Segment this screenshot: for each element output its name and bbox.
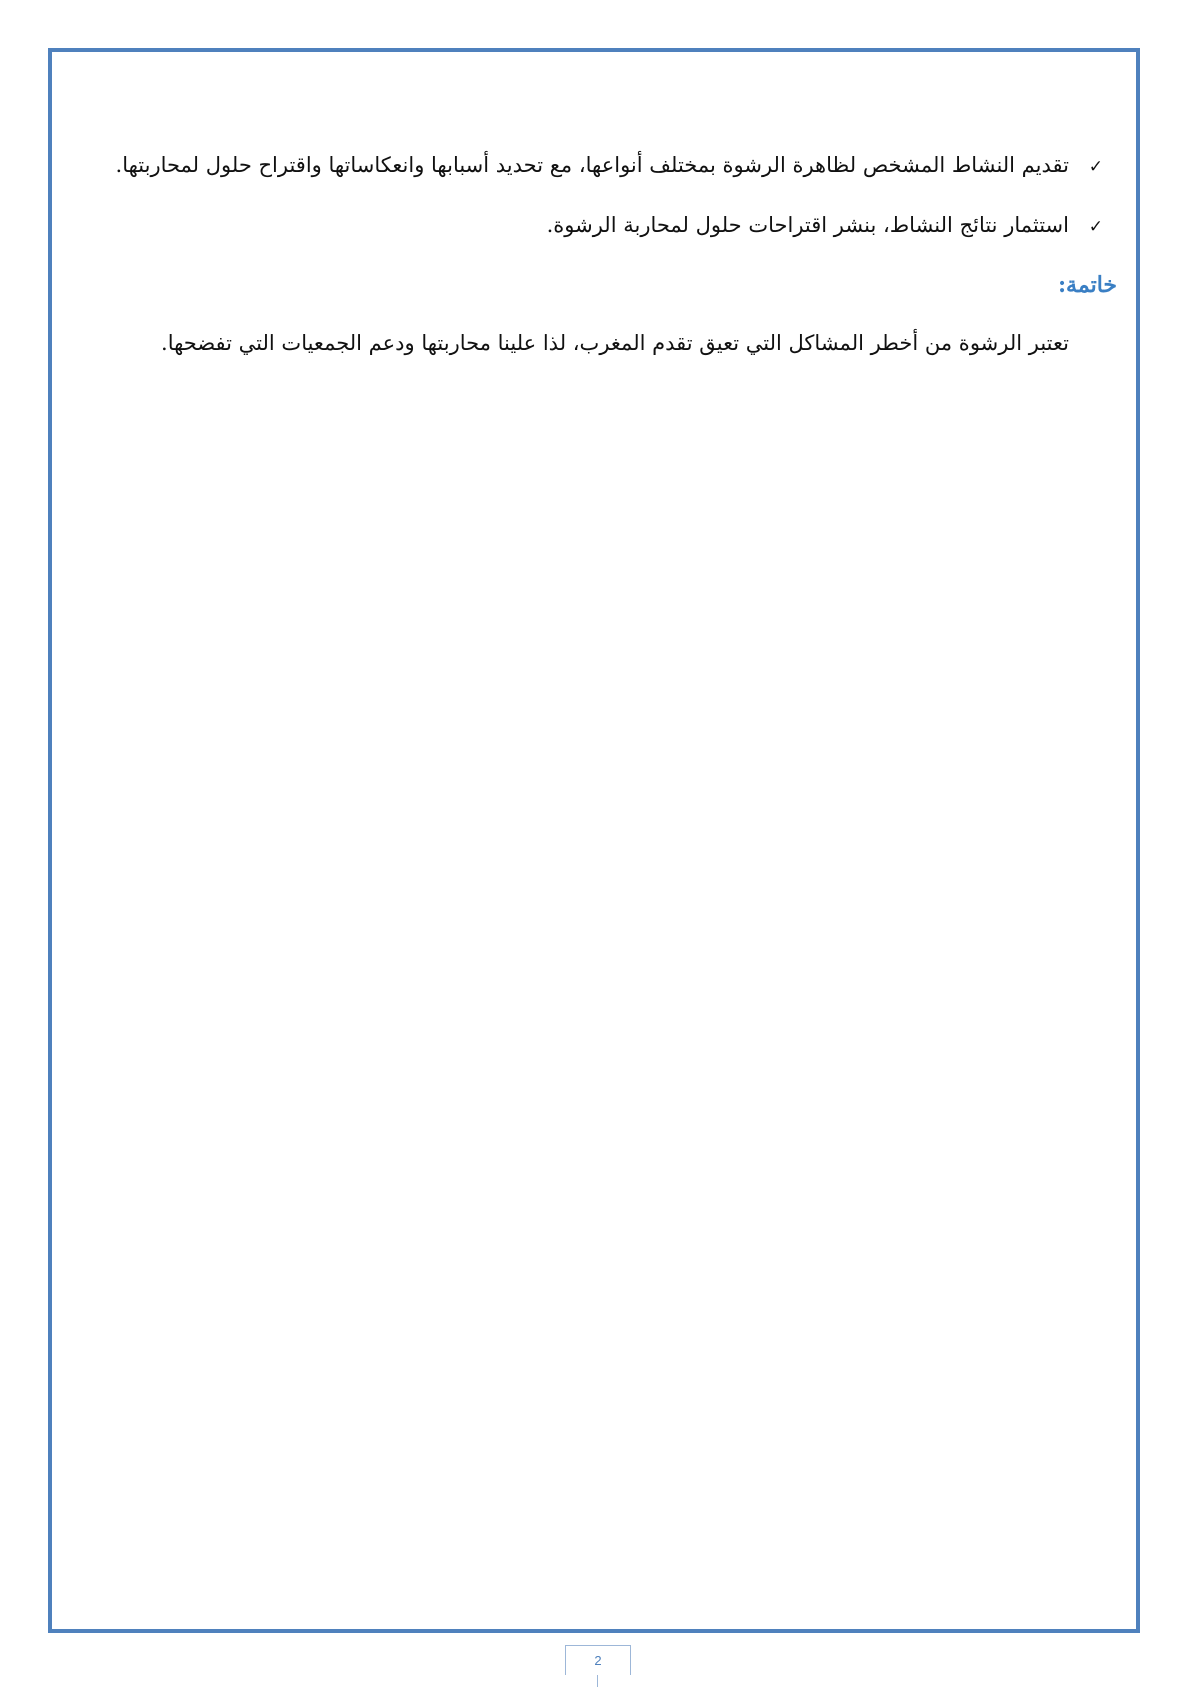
page-number: 2 [565, 1645, 631, 1675]
conclusion-heading: خاتمة: [1057, 272, 1117, 298]
conclusion-paragraph: تعتبر الرشوة من أخطر المشاكل التي تعيق تقدم المغرب، لذا علينا محاربتها ودعم الجمعيات التي تفضحها. [161, 331, 1069, 355]
bullet-text: استثمار نتائج النشاط، بنشر اقتراحات حلول لمحاربة الرشوة. [546, 213, 1069, 237]
check-icon: ✓ [1088, 217, 1103, 237]
page-number-divider [597, 1675, 598, 1687]
bullet-list [97, 150, 1117, 242]
page-content [97, 150, 1117, 358]
list-item [97, 210, 1117, 242]
check-icon: ✓ [1088, 157, 1103, 177]
list-item [97, 150, 1117, 182]
bullet-text: تقديم النشاط المشخص لظاهرة الرشوة بمختلف أنواعها، مع تحديد أسبابها وانعكاساتها واقتراح حلول لمحاربتها. [115, 153, 1069, 177]
